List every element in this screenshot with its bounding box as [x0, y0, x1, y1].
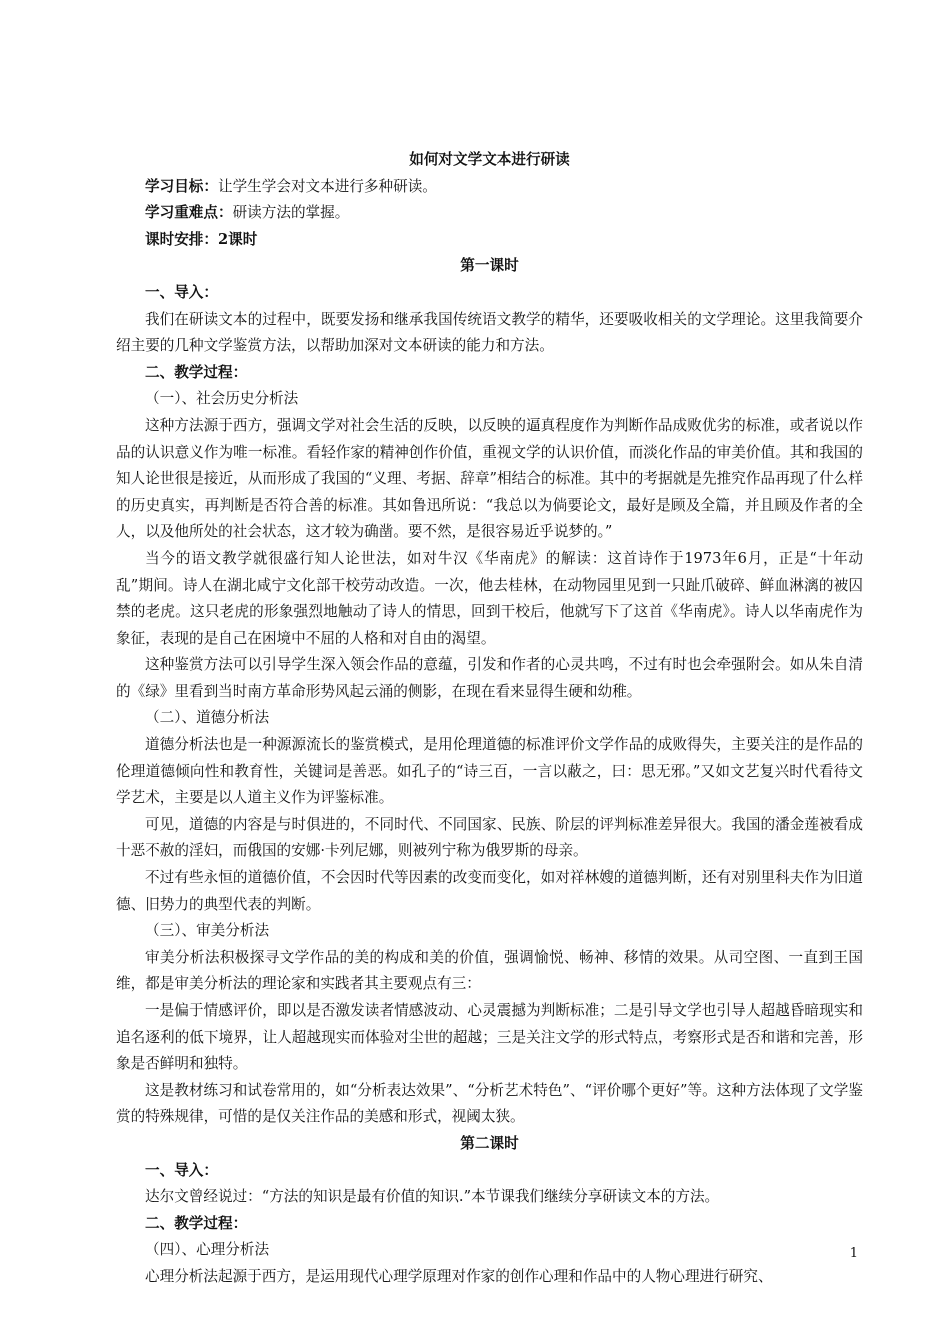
method1-paragraph-3: 这种鉴赏方法可以引导学生深入领会作品的意蕴，引发和作者的心灵共鸣，不过有时也会牵强附会。如从朱自清的《绿》里看到当时南方革命形势风起云涌的侧影，在现在看来显得生硬和幼稚。	[116, 656, 863, 700]
focus-label: 学习重难点：	[145, 204, 233, 222]
method3-paragraph-1: 审美分析法积极探寻文学作品的美的构成和美的价值，强调愉悦、畅神、移情的效果。从司空图、一直到王国维，都是审美分析法的理论家和实践者其主要观点有三：	[116, 948, 863, 993]
lesson1-intro-heading: 一、导入：	[145, 283, 218, 301]
lesson1-heading: 第一课时	[460, 257, 519, 275]
lesson2-intro-heading: 一、导入：	[145, 1161, 218, 1179]
page-number: 1	[849, 1246, 858, 1261]
lesson2-heading: 第二课时	[460, 1134, 519, 1152]
method4-heading: （四）、心理分析法	[145, 1241, 270, 1259]
lesson1-intro-text: 我们在研读文本的过程中，既要发扬和继承我国传统语文教学的精华，还要吸收相关的文学理论。这里我简要介绍主要的几种文学鉴赏方法，以帮助加深对文本研读的能力和方法。	[116, 310, 863, 355]
lesson2-intro-text: 达尔文曾经说过：“方法的知识是最有价值的知识.”本节课我们继续分享研读文本的方法。	[145, 1188, 720, 1206]
focus-text: 研读方法的掌握。	[232, 204, 350, 222]
method2-paragraph-2: 可见，道德的内容是与时俱进的，不同时代、不同国家、民族、阶层的评判标准差异很大。我国的潘金莲被看成十恶不赦的淫妇，而俄国的安娜·卡列尼娜，则被列宁称为俄罗斯的母亲。	[116, 815, 863, 860]
document-title: 如何对文学文本进行研读	[409, 151, 570, 168]
learning-goal	[116, 174, 863, 201]
method1-paragraph-2: 当今的语文教学就很盛行知人论世法，如对牛汉《华南虎》的解读：这首诗作于1973年6月，正是“十年动乱”期间。诗人在湖北咸宁文化部干校劳动改造。一次，他去桂林，在动物园里见到一只趾爪破碎、鲜血淋漓的被囚禁的老虎。这只老虎的形象强烈地触动了诗人的情思，回到干校后，他就写下了这首《华南虎》。诗人以华南虎作为象征，表现的是自己在困境中不屈的人格和对自由的渴望。	[116, 549, 863, 647]
goal-text: 让学生学会对文本进行多种研读。	[217, 177, 437, 195]
document-body	[116, 147, 863, 1291]
method4-paragraph-1: 心理分析法起源于西方，是运用现代心理学原理对作家的创作心理和作品中的人物心理进行研究、	[145, 1267, 773, 1285]
method1-paragraph-1: 这种方法源于西方，强调文学对社会生活的反映，以反映的逼真程度作为判断作品成败优劣的标准，或者说以作品的认识意义作为唯一标准。看轻作家的精神创作价值，重视文学的认识价值，而淡化作品的审美价值。其和我国的知人论世很是接近，从而形成了我国的“义理、考据、辞章”相结合的标准。其中的考据就是先推究作品再现了什么样的历史真实，再判断是否符合善的标准。其如鲁迅所说：“我总以为倘要论文，最好是顾及全篇，并且顾及作者的全人，以及他所处的社会状态，这才较为确凿。要不然，是很容易近乎说梦的。”	[116, 416, 863, 541]
method3-paragraph-2: 一是偏于情感评价，即以是否激发读者情感波动、心灵震撼为判断标准；二是引导文学也引导人超越昏暗现实和追名逐利的低下境界，让人超越现实而体验对尘世的超越；三是关注文学的形式特点，考察形式是否和谐和完善，形象是否鲜明和独特。	[116, 1002, 863, 1073]
method1-heading: （一）、社会历史分析法	[145, 390, 299, 408]
schedule: 课时安排：2课时	[145, 230, 258, 248]
lesson2-process-heading: 二、教学过程：	[145, 1214, 248, 1232]
lesson1-process-heading: 二、教学过程：	[145, 363, 248, 381]
goal-label: 学习目标：	[145, 177, 218, 195]
method2-paragraph-1: 道德分析法也是一种源源流长的鉴赏模式，是用伦理道德的标准评价文学作品的成败得失，主要关注的是作品的伦理道德倾向性和教育性，关键词是善恶。如孔子的“诗三百，一言以蔽之，曰：思无邪。”又如文艺复兴时代看待文学艺术，主要是以人道主义作为评鉴标准。	[116, 736, 863, 807]
method2-heading: （二）、道德分析法	[145, 709, 270, 727]
learning-focus	[116, 200, 863, 227]
method3-paragraph-3: 这是教材练习和试卷常用的，如“分析表达效果”、“分析艺术特色”、“评价哪个更好”等。这种方法体现了文学鉴赏的特殊规律，可惜的是仅关注作品的美感和形式，视阈太狭。	[116, 1081, 863, 1126]
method3-heading: （三）、审美分析法	[145, 922, 270, 940]
method2-paragraph-3: 不过有些永恒的道德价值，不会因时代等因素的改变而变化，如对祥林嫂的道德判断，还有对别里科夫作为旧道德、旧势力的典型代表的判断。	[116, 869, 863, 913]
